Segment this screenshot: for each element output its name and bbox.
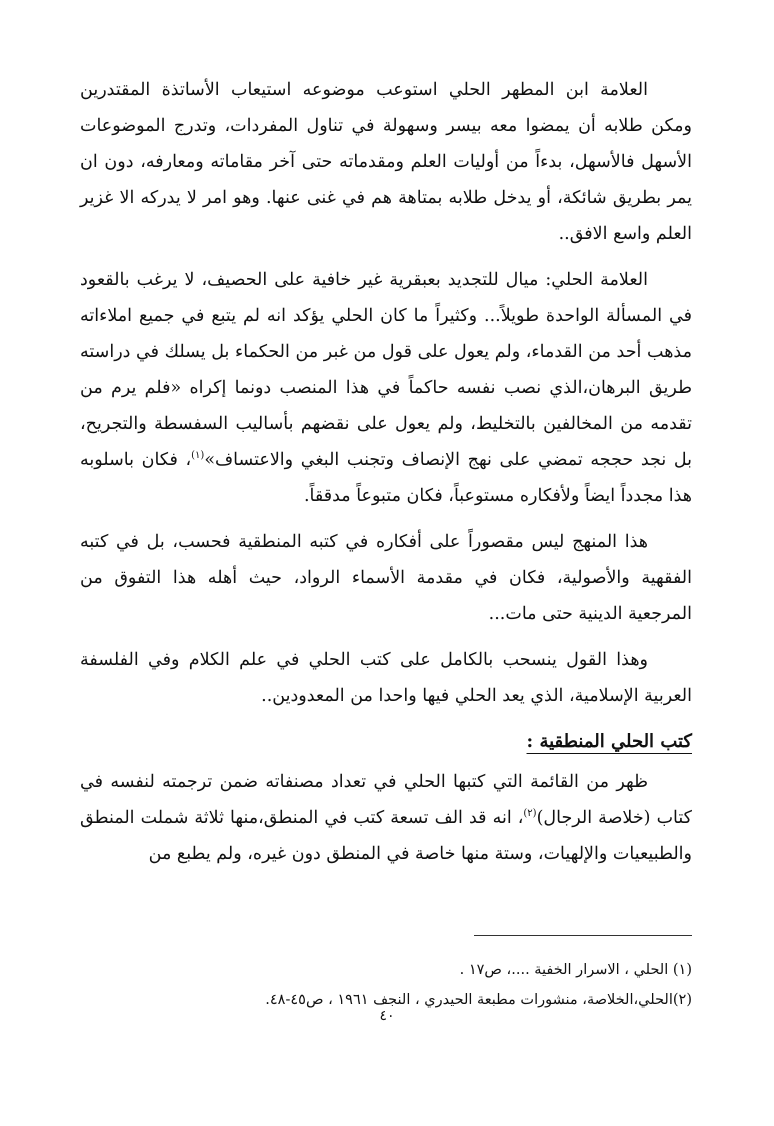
paragraph-theology	[80, 642, 692, 714]
paragraph-text: ، فكان باسلوبه هذا مجدداً ايضاً ولأفكاره مستوعباً، فكان متبوعاً مدققاً.	[80, 450, 692, 506]
footnote-marker: (٢)	[523, 808, 537, 820]
main-text	[80, 72, 692, 882]
footnotes	[80, 955, 692, 1015]
footnote-1: (١) الحلي ، الاسرار الخفية ....، ص١٧ .	[459, 962, 692, 978]
paragraph-text: العلامة الحلي: ميال للتجديد بعبقرية غير خافية على الحصيف، لا يرغب بالقعود في المسألة الواحدة طويلاً... وكثيراً ما كان الحلي يؤكد انه لم يتبع في جميع املاءاته مذهب أحد من القدماء، ولم يعول على قول من غبر من الحكماء بل يسلك في دراسته طريق البرهان،الذي نصب نفسه حاكماً في هذا المنصب دونما إكراه «فلم يرم من تقدمه من المخالفين بالتخليط، ولم يعول على نقضهم بأساليب السفسطة والتجريح، بل نجد حججه تمضي على نهج الإنصاف وتجنب البغي والاعتساف»	[80, 270, 692, 470]
paragraph-renewal	[80, 262, 692, 514]
paragraph-text: العلامة ابن المطهر الحلي استوعب موضوعه استيعاب الأساتذة المقتدرين ومكن طلابه أن يمضوا معه بيسر وسهولة في تناول المفردات، وتدرج الموضوعات الأسهل فالأسهل، بدءاً من أوليات العلم ومقدماته حتى آخر مقاماته ومعارفه، دون ان يمر بطريق شائكة، أو يدخل طلابه بمتاهة هم في غنى عنها. وهو امر لا يدركه الا غزير العلم واسع الافق..	[80, 80, 692, 244]
paragraph-text: ، انه قد الف تسعة كتب في المنطق،منها ثلاثة شملت المنطق والطبيعيات والإلهيات، وستة منها خاصة في المنطق دون غيره، ولم يطبع من	[80, 808, 692, 864]
section-heading: كتب الحلي المنطقية :	[526, 731, 692, 752]
footnote-2: (٢)الحلي،الخلاصة، منشورات مطبعة الحيدري ، النجف ١٩٦١ ، ص٤٥-٤٨.	[265, 992, 692, 1008]
footnote-marker: (١)	[191, 450, 205, 462]
paragraph-method	[80, 524, 692, 632]
page-number: ٤٠	[379, 1008, 395, 1024]
paragraph-intro	[80, 72, 692, 252]
paragraph-text: هذا المنهج ليس مقصوراً على أفكاره في كتبه المنطقية فحسب، بل في كتبه الفقهية والأصولية، فكان في مقدمة الأسماء الرواد، حيث أهله هذا التفوق من المرجعية الدينية حتى مات...	[80, 532, 692, 624]
paragraph-works	[80, 764, 692, 872]
paragraph-text: ظهر من القائمة التي كتبها الحلي في تعداد مصنفاته ضمن ترجمته لنفسه في كتاب (خلاصة الرجال)	[80, 772, 692, 828]
footnote-divider	[474, 935, 692, 936]
paragraph-text: وهذا القول ينسحب بالكامل على كتب الحلي في علم الكلام وفي الفلسفة العربية الإسلامية، الذي يعد الحلي فيها واحدا من المعدودين..	[80, 650, 692, 706]
